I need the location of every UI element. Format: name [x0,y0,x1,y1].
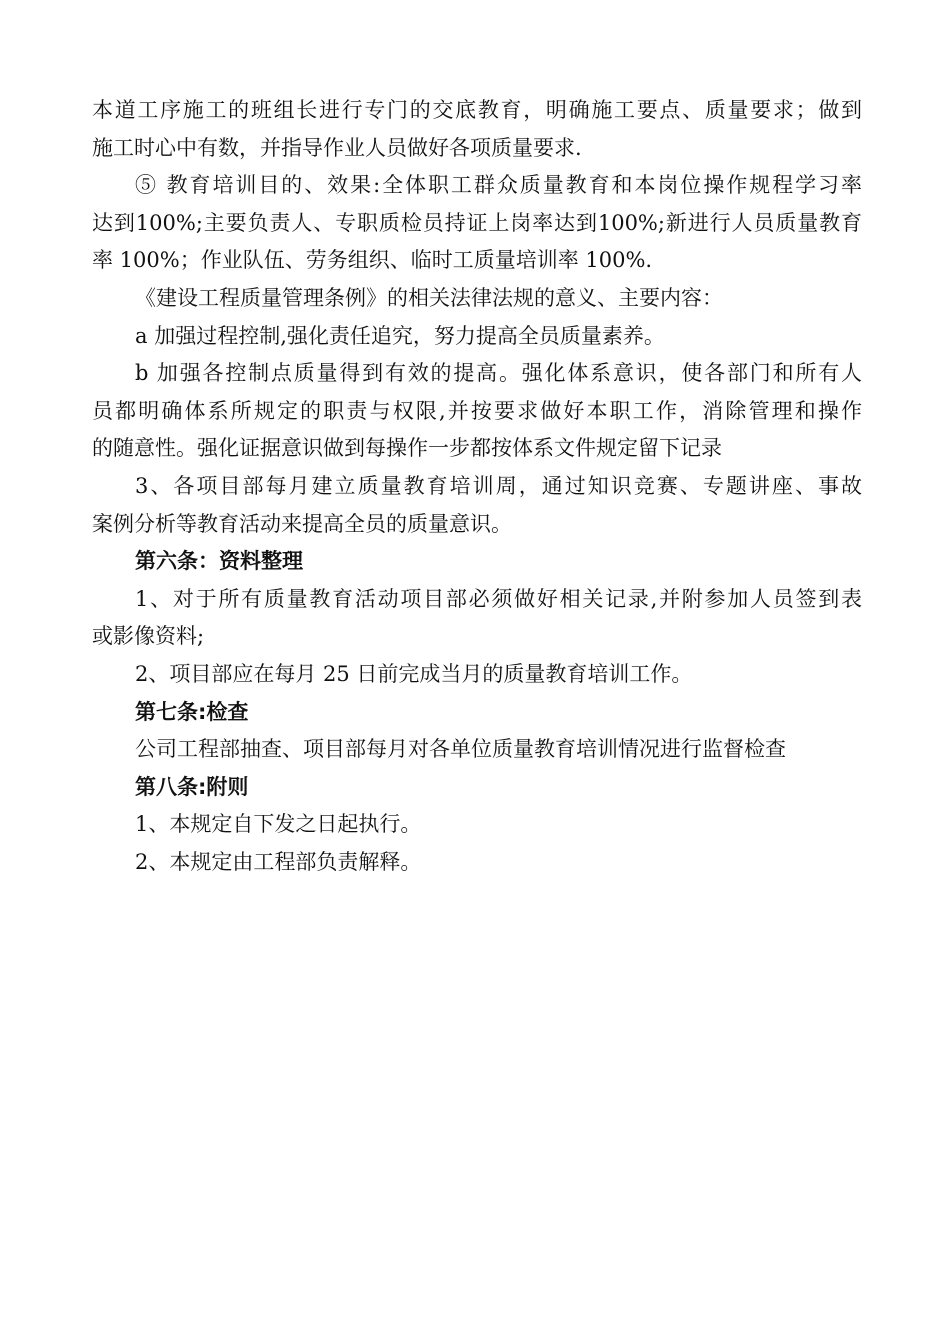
document-page [92,92,862,881]
body-line: 的随意性。强化证据意识做到每操作一步都按体系文件规定留下记录 [92,436,722,461]
body-line: 员都明确体系所规定的职责与权限,并按要求做好本职工作，消除管理和操作 [92,398,862,423]
section-heading: 第六条：资料整理 [135,549,303,574]
body-line: 2、项目部应在每月 25 日前完成当月的质量教育培训工作。 [135,661,693,686]
body-line: 1、本规定自下发之日起执行。 [135,812,422,837]
body-line: 施工时心中有数，并指导作业人员做好各项质量要求. [92,135,582,160]
body-line: 或影像资料; [92,624,205,649]
body-line: 公司工程部抽查、项目部每月对各单位质量教育培训情况进行监督检查 [135,737,786,762]
body-line: a 加强过程控制,强化责任追究，努力提高全员质量素养。 [135,323,665,348]
body-line: 3、各项目部每月建立质量教育培训周，通过知识竞赛、专题讲座、事故 [135,473,862,498]
section-heading: 第八条:附则 [135,774,249,799]
body-line: 本道工序施工的班组长进行专门的交底教育，明确施工要点、质量要求；做到 [92,98,862,122]
body-line: 案例分析等教育活动来提高全员的质量意识。 [92,511,512,536]
body-line: 达到100%;主要负责人、专职质检员持证上岗率达到100%;新进行人员质量教育 [92,210,862,235]
body-line: 《建设工程质量管理条例》的相关法律法规的意义、主要内容： [135,285,723,310]
body-line: 率 100%；作业队伍、劳务组织、临时工质量培训率 100%. [92,248,653,273]
body-line: 2、本规定由工程部负责解释。 [135,849,422,874]
body-line: b 加强各控制点质量得到有效的提高。强化体系意识，使各部门和所有人 [135,361,862,386]
body-line: ⑤ 教育培训目的、效果:全体职工群众质量教育和本岗位操作规程学习率 [135,173,862,198]
section-heading: 第七条:检查 [135,699,249,724]
body-line: 1、对于所有质量教育活动项目部必须做好相关记录,并附参加人员签到表 [135,586,862,611]
